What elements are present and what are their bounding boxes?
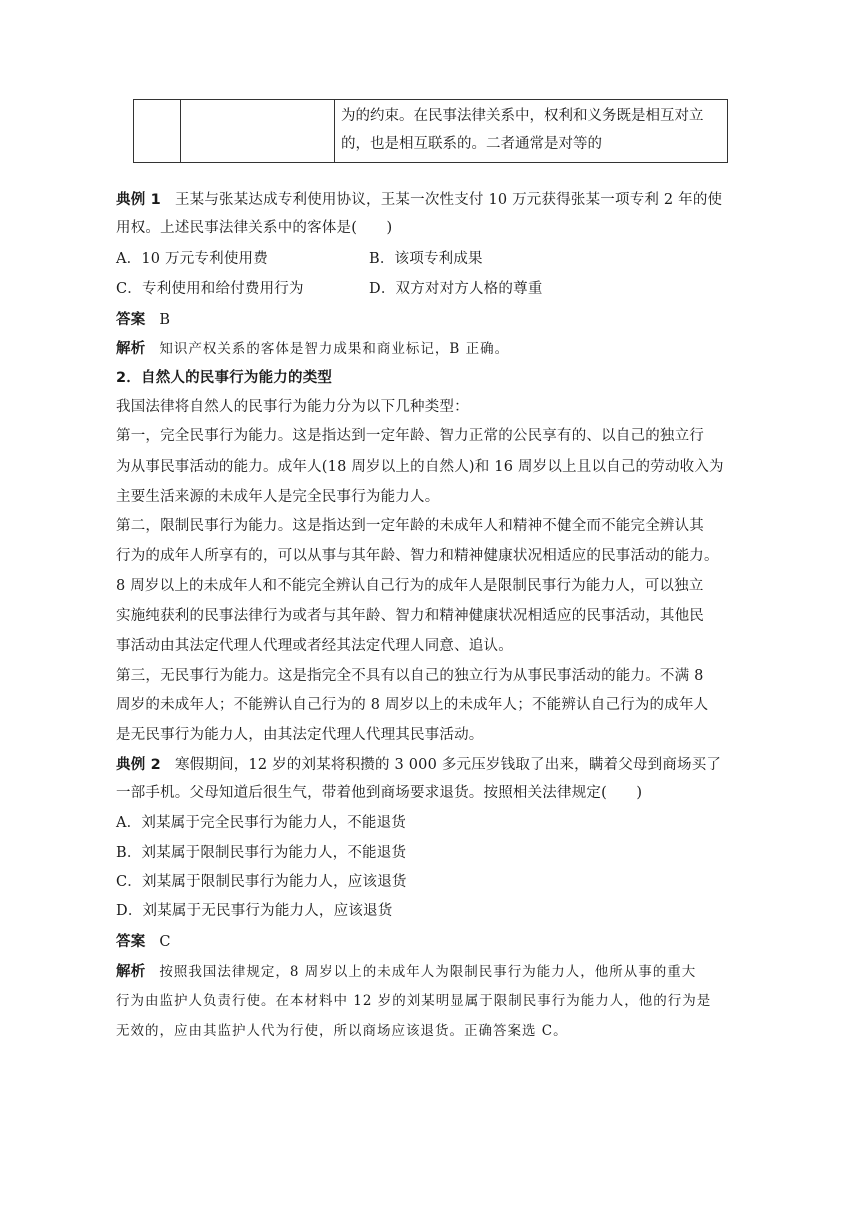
paragraph-line: 第三，无民事行为能力。这是指完全不具有以自己的独立行为从事民事活动的能力。不满 8 bbox=[116, 668, 704, 684]
paragraph-line: 为从事民事活动的能力。成年人(18 周岁以上的自然人)和 16 周岁以上且以自己的劳动收入为 bbox=[116, 459, 724, 475]
table-row bbox=[134, 100, 728, 163]
analysis-text: 按照我国法律规定，8 周岁以上的未成年人为限制民事行为能力人，他所从事的重大 bbox=[159, 964, 697, 980]
answer-label: 答案 bbox=[116, 934, 146, 950]
example1-options-row bbox=[116, 249, 746, 269]
example1-answer bbox=[116, 310, 746, 330]
paragraph-line: 主要生活来源的未成年人是完全民事行为能力人。 bbox=[116, 489, 440, 505]
table-cell-empty bbox=[134, 100, 181, 163]
example1-label: 典例 1 bbox=[116, 192, 161, 208]
answer-value: C bbox=[159, 934, 171, 950]
example1-options-row bbox=[116, 279, 746, 299]
example2-analysis-line bbox=[116, 962, 746, 982]
example2-analysis-line: 无效的，应由其监护人代为行使，所以商场应该退货。正确答案选 C。 bbox=[116, 1023, 568, 1039]
paragraph-line: 行为的成年人所享有的，可以从事与其年龄、智力和精神健康状况相适应的民事活动的能力。 bbox=[116, 548, 719, 564]
paragraph-line: 周岁的未成年人；不能辨认自己行为的 8 周岁以上的未成年人；不能辨认自己行为的成年人 bbox=[116, 697, 709, 713]
example1-analysis bbox=[116, 339, 746, 359]
option-a: A．10 万元专利使用费 bbox=[116, 251, 268, 267]
option-b: B．刘某属于限制民事行为能力人，不能退货 bbox=[116, 845, 407, 861]
table-cell-text bbox=[335, 100, 728, 163]
example2-stem-line: 一部手机。父母知道后很生气，带着他到商场要求退货。按照相关法律规定( ) bbox=[116, 785, 643, 801]
analysis-label: 解析 bbox=[116, 341, 146, 357]
example2-stem-line: 典例 2 寒假期间，12 岁的刘某将积攒的 3 000 多元压岁钱取了出来，瞒着父母到商场买了 bbox=[116, 757, 722, 773]
option-c: C．刘某属于限制民事行为能力人，应该退货 bbox=[116, 874, 407, 890]
table-cell-empty bbox=[181, 100, 335, 163]
example2-label: 典例 2 bbox=[116, 757, 161, 773]
option-b: B．该项专利成果 bbox=[369, 251, 483, 267]
paragraph-line: 第一，完全民事行为能力。这是指达到一定年龄、智力正常的公民享有的、以自己的独立行 bbox=[116, 428, 704, 444]
paragraph-line: 第二，限制民事行为能力。这是指达到一定年龄的未成年人和精神不健全而不能完全辨认其 bbox=[116, 518, 704, 534]
example1-stem-line: 用权。上述民事法律关系中的客体是( ) bbox=[116, 220, 393, 236]
section-heading: 2．自然人的民事行为能力的类型 bbox=[116, 370, 333, 386]
answer-label: 答案 bbox=[116, 312, 146, 328]
option-d: D．刘某属于无民事行为能力人，应该退货 bbox=[116, 903, 393, 919]
answer-value: B bbox=[159, 312, 171, 328]
option-c: C．专利使用和给付费用行为 bbox=[116, 281, 304, 297]
option-a: A．刘某属于完全民事行为能力人，不能退货 bbox=[116, 815, 406, 831]
continuation-table bbox=[133, 99, 728, 163]
example1-stem-line: 典例 1 王某与张某达成专利使用协议，王某一次性支付 10 万元获得张某一项专利 2 年的使 bbox=[116, 192, 723, 208]
table-cell-line: 的，也是相互联系的。二者通常是对等的 bbox=[341, 136, 602, 152]
section-intro: 我国法律将自然人的民事行为能力分为以下几种类型： bbox=[116, 399, 469, 415]
example2-analysis-line: 行为由监护人负责行使。在本材料中 12 岁的刘某明显属于限制民事行为能力人，他的行为是 bbox=[116, 993, 712, 1009]
example2-answer bbox=[116, 932, 746, 952]
analysis-text: 知识产权关系的客体是智力成果和商业标记，B 正确。 bbox=[159, 341, 510, 357]
paragraph-line: 是无民事行为能力人，由其法定代理人代理其民事活动。 bbox=[116, 727, 484, 743]
analysis-label: 解析 bbox=[116, 964, 146, 980]
paragraph-line: 8 周岁以上的未成年人和不能完全辨认自己行为的成年人是限制民事行为能力人，可以独立 bbox=[116, 578, 704, 594]
paragraph-line: 事活动由其法定代理人代理或者经其法定代理人同意、追认。 bbox=[116, 638, 513, 654]
option-d: D．双方对对方人格的尊重 bbox=[369, 281, 543, 297]
table-cell-line: 为的约束。在民事法律关系中，权利和义务既是相互对立 bbox=[341, 108, 704, 124]
paragraph-line: 实施纯获利的民事法律行为或者与其年龄、智力和精神健康状况相适应的民事活动，其他民 bbox=[116, 608, 704, 624]
